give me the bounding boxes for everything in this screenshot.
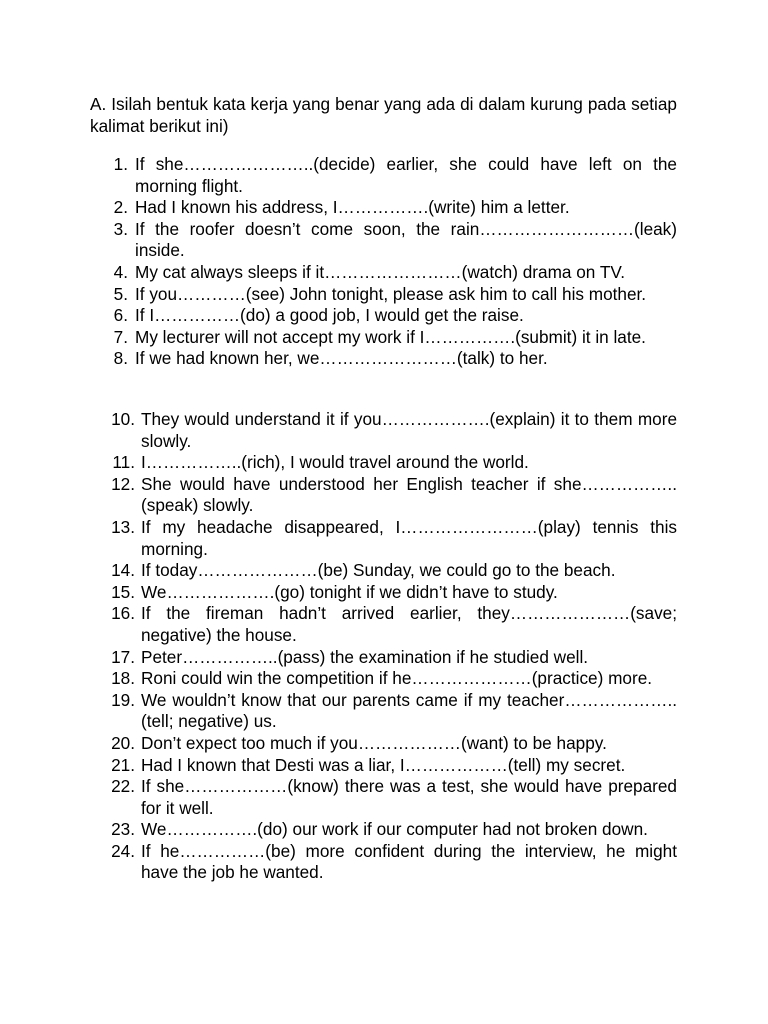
item-text: If she………………(know) there was a test, she would have prepared for it well. [141,776,677,818]
list-item [0,647,768,669]
item-number: 8. [113,348,128,369]
item-text: If we had known her, we……………………(talk) to her. [135,348,548,369]
item-text: If today…………………(be) Sunday, we could go to the beach. [141,560,616,581]
list-item [0,327,768,349]
list-item [0,474,768,517]
item-text: If I……………(do) a good job, I would get the raise. [135,305,524,326]
item-number: 24. [111,840,135,861]
list-item [0,560,768,582]
item-number: 3. [113,218,128,239]
list-item [0,733,768,755]
item-number: 6. [113,305,128,326]
item-number: 1. [113,154,128,174]
item-text: Peter……………..(pass) the examination if he studied well. [141,646,589,667]
list-item [0,452,768,474]
item-text: They would understand it if you……………….(explain) it to them more slowly. [141,409,677,451]
list-item [0,841,768,884]
item-text: I……………..(rich), I would travel around the world. [141,452,529,473]
list-item [0,197,768,219]
list-item [0,668,768,690]
list-item [0,755,768,777]
item-number: 2. [113,197,128,218]
item-number: 16. [111,603,135,624]
list-item [0,348,768,370]
item-text: If the roofer doesn’t come soon, the rain………………………(leak) inside. [135,218,677,261]
item-number: 17. [111,646,135,667]
item-text: Don’t expect too much if you………………(want) to be happy. [141,732,607,753]
item-number: 12. [111,473,135,494]
item-number: 4. [113,261,128,282]
item-text: Had I known his address, I…………….(write) him a letter. [135,197,570,218]
list-item [0,582,768,604]
item-number: 14. [111,560,135,581]
item-number: 20. [111,732,135,753]
item-number: 22. [111,776,135,797]
item-text: If my headache disappeared, I……………………(play) tennis this morning. [141,516,677,559]
item-text: My lecturer will not accept my work if I…………….(submit) it in late. [135,326,646,347]
list-item [0,776,768,819]
list-item [0,262,768,284]
list-item [0,154,768,197]
item-text: If the fireman hadn’t arrived earlier, they…………………(save; negative) the house. [141,603,677,645]
item-text: We wouldn’t know that our parents came if my teacher………………..(tell; negative) us. [141,689,677,732]
item-number: 10. [111,409,135,429]
list-item [0,819,768,841]
item-number: 5. [113,283,128,304]
item-text: Roni could win the competition if he…………………(practice) more. [141,668,653,689]
item-text: Had I known that Desti was a liar, I………………(tell) my secret. [141,754,626,775]
list-item [0,219,768,262]
list-item [0,305,768,327]
item-number: 15. [111,581,135,602]
item-text: We…………….(do) our work if our computer had not broken down. [141,819,648,840]
item-text: We……………….(go) tonight if we didn’t have to study. [141,581,558,602]
item-number: 13. [111,516,135,537]
item-number: 7. [113,326,128,347]
question-list-b [0,409,768,884]
item-number: 19. [111,689,135,710]
list-item [0,517,768,560]
list-item [0,284,768,306]
item-text: If she…………………..(decide) earlier, she could have left on the morning flight. [135,154,677,196]
question-list-a [0,154,768,370]
item-text: My cat always sleeps if it……………………(watch) drama on TV. [135,261,625,282]
item-number: 18. [111,668,135,689]
item-text: She would have understood her English teacher if she……………..(speak) slowly. [141,473,677,516]
list-item [0,690,768,733]
instruction-text: A. Isilah bentuk kata kerja yang benar yang ada di dalam kurung pada setiap kalimat berikut ini) [90,94,677,136]
item-number: 11. [112,452,135,473]
item-number: 23. [111,819,135,840]
item-text: If you…………(see) John tonight, please ask him to call his mother. [135,283,647,304]
item-text: If he……………(be) more confident during the interview, he might have the job he wanted. [141,840,677,883]
list-item [0,409,768,452]
list-item [0,603,768,646]
item-number: 21. [111,754,135,775]
